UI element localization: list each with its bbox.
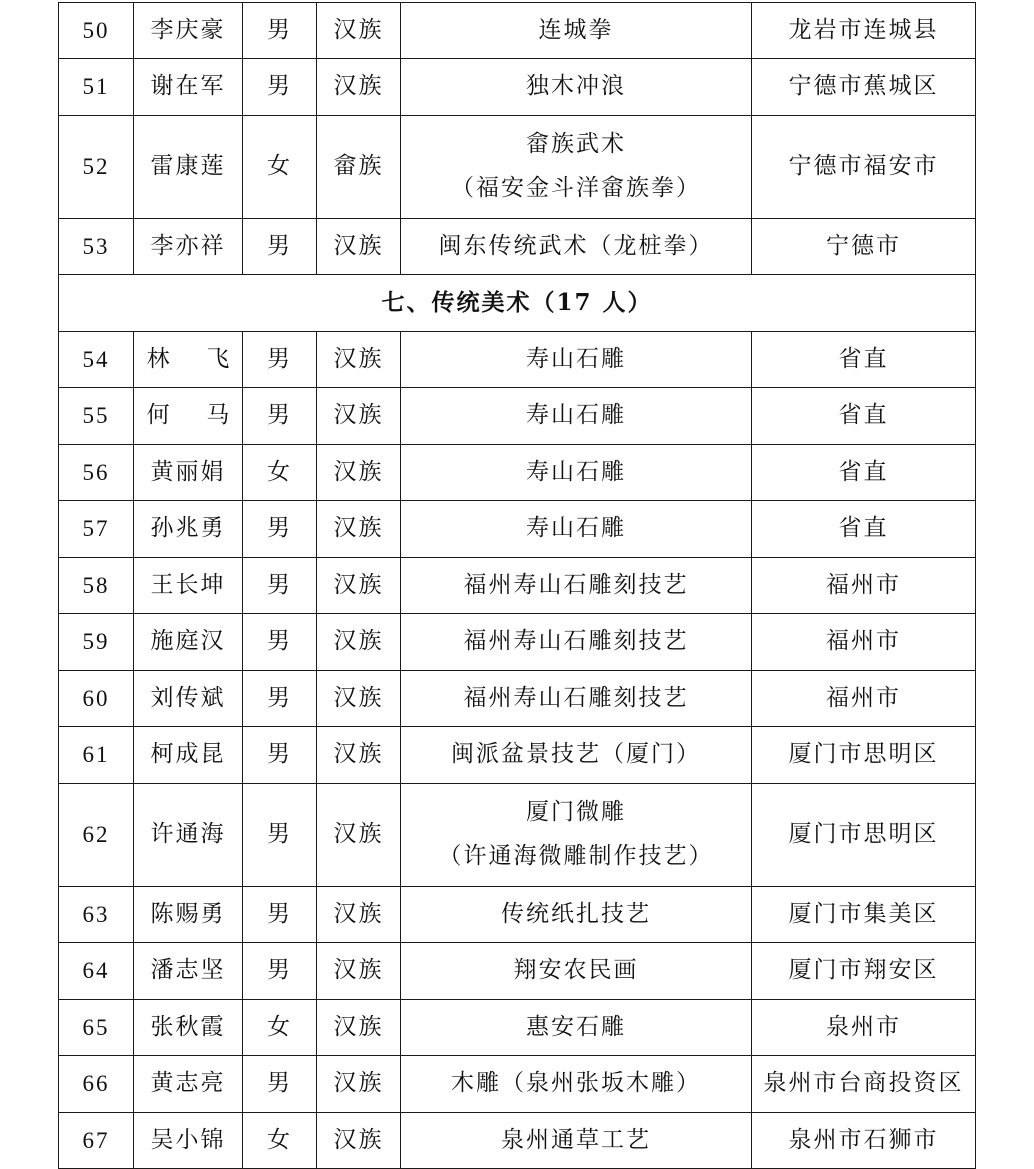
row-number: 62 xyxy=(59,784,134,887)
table-row xyxy=(59,1056,976,1113)
region-cell: 龙岩市连城县 xyxy=(752,3,976,59)
gender-cell: 女 xyxy=(243,1000,317,1056)
project-cell: 闽东传统武术（龙桩拳） xyxy=(401,219,752,275)
name-last-char: 马 xyxy=(206,402,230,429)
ethnicity-cell: 汉族 xyxy=(317,59,401,116)
table-row xyxy=(59,1000,976,1056)
person-name: 黄丽娟 xyxy=(134,445,243,501)
ethnicity-cell: 汉族 xyxy=(317,671,401,727)
row-number: 61 xyxy=(59,727,134,784)
project-cell: 惠安石雕 xyxy=(401,1000,752,1056)
table-row xyxy=(59,59,976,116)
person-name xyxy=(134,332,243,388)
person-name: 柯成昆 xyxy=(134,727,243,784)
row-number: 65 xyxy=(59,1000,134,1056)
row-number: 63 xyxy=(59,887,134,943)
project-line-1: 畲族武术 xyxy=(526,131,626,158)
gender-cell: 男 xyxy=(243,501,317,558)
row-number: 50 xyxy=(59,3,134,59)
project-cell: 泉州通草工艺 xyxy=(401,1113,752,1169)
region-cell: 福州市 xyxy=(752,614,976,671)
region-cell: 省直 xyxy=(752,445,976,501)
table-row xyxy=(59,943,976,1000)
person-name: 陈赐勇 xyxy=(134,887,243,943)
region-cell: 省直 xyxy=(752,501,976,558)
project-line-2: （许通海微雕制作技艺） xyxy=(438,843,714,869)
project-cell: 连城拳 xyxy=(401,3,752,59)
table-row xyxy=(59,3,976,59)
project-line-1: 厦门微雕 xyxy=(526,799,626,826)
row-number: 60 xyxy=(59,671,134,727)
ethnicity-cell: 汉族 xyxy=(317,445,401,501)
table-row xyxy=(59,332,976,388)
person-name: 王长坤 xyxy=(134,558,243,614)
row-number: 51 xyxy=(59,59,134,116)
gender-cell: 男 xyxy=(243,727,317,784)
ethnicity-cell: 汉族 xyxy=(317,501,401,558)
row-number: 52 xyxy=(59,116,134,219)
table-row xyxy=(59,388,976,445)
region-cell: 泉州市 xyxy=(752,1000,976,1056)
project-cell: 寿山石雕 xyxy=(401,388,752,445)
region-cell: 厦门市思明区 xyxy=(752,784,976,887)
region-cell: 厦门市集美区 xyxy=(752,887,976,943)
gender-cell: 男 xyxy=(243,558,317,614)
project-cell: 独木冲浪 xyxy=(401,59,752,116)
gender-cell: 男 xyxy=(243,614,317,671)
person-name: 施庭汉 xyxy=(134,614,243,671)
name-first-char: 林 xyxy=(146,345,170,372)
row-number: 67 xyxy=(59,1113,134,1169)
project-cell: 福州寿山石雕刻技艺 xyxy=(401,614,752,671)
person-name: 孙兆勇 xyxy=(134,501,243,558)
region-cell: 省直 xyxy=(752,332,976,388)
ethnicity-cell: 汉族 xyxy=(317,887,401,943)
gender-cell: 女 xyxy=(243,1113,317,1169)
region-cell: 泉州市台商投资区 xyxy=(752,1056,976,1113)
region-cell: 宁德市福安市 xyxy=(752,116,976,219)
ethnicity-cell: 汉族 xyxy=(317,784,401,887)
person-name: 谢在军 xyxy=(134,59,243,116)
gender-cell: 男 xyxy=(243,388,317,445)
section-row xyxy=(59,275,976,332)
inheritor-table xyxy=(58,2,976,1169)
project-cell xyxy=(401,784,752,887)
gender-cell: 男 xyxy=(243,887,317,943)
person-name: 黄志亮 xyxy=(134,1056,243,1113)
region-cell: 福州市 xyxy=(752,671,976,727)
project-line-2: （福安金斗洋畲族拳） xyxy=(451,175,701,201)
ethnicity-cell: 汉族 xyxy=(317,332,401,388)
project-cell: 福州寿山石雕刻技艺 xyxy=(401,671,752,727)
project-cell: 寿山石雕 xyxy=(401,332,752,388)
gender-cell: 女 xyxy=(243,116,317,219)
row-number: 53 xyxy=(59,219,134,275)
ethnicity-cell: 汉族 xyxy=(317,943,401,1000)
table-row xyxy=(59,784,976,887)
ethnicity-cell: 汉族 xyxy=(317,614,401,671)
person-name: 雷康莲 xyxy=(134,116,243,219)
project-cell: 福州寿山石雕刻技艺 xyxy=(401,558,752,614)
ethnicity-cell: 汉族 xyxy=(317,3,401,59)
person-name: 李庆豪 xyxy=(134,3,243,59)
name-first-char: 何 xyxy=(146,402,170,429)
gender-cell: 男 xyxy=(243,3,317,59)
gender-cell: 男 xyxy=(243,59,317,116)
region-cell: 宁德市 xyxy=(752,219,976,275)
table-row xyxy=(59,727,976,784)
table-row xyxy=(59,887,976,943)
gender-cell: 男 xyxy=(243,943,317,1000)
row-number: 55 xyxy=(59,388,134,445)
row-number: 57 xyxy=(59,501,134,558)
project-cell: 寿山石雕 xyxy=(401,445,752,501)
project-cell: 翔安农民画 xyxy=(401,943,752,1000)
table-row xyxy=(59,558,976,614)
gender-cell: 男 xyxy=(243,1056,317,1113)
person-name: 许通海 xyxy=(134,784,243,887)
project-cell: 传统纸扎技艺 xyxy=(401,887,752,943)
person-name: 潘志坚 xyxy=(134,943,243,1000)
region-cell: 宁德市蕉城区 xyxy=(752,59,976,116)
table-row xyxy=(59,501,976,558)
project-cell: 寿山石雕 xyxy=(401,501,752,558)
table-row xyxy=(59,614,976,671)
region-cell: 厦门市翔安区 xyxy=(752,943,976,1000)
row-number: 59 xyxy=(59,614,134,671)
region-cell: 福州市 xyxy=(752,558,976,614)
ethnicity-cell: 汉族 xyxy=(317,727,401,784)
table-row xyxy=(59,1113,976,1169)
table-row xyxy=(59,445,976,501)
person-name xyxy=(134,388,243,445)
row-number: 66 xyxy=(59,1056,134,1113)
project-cell: 木雕（泉州张坂木雕） xyxy=(401,1056,752,1113)
gender-cell: 男 xyxy=(243,784,317,887)
region-cell: 厦门市思明区 xyxy=(752,727,976,784)
project-cell xyxy=(401,116,752,219)
ethnicity-cell: 汉族 xyxy=(317,219,401,275)
row-number: 56 xyxy=(59,445,134,501)
ethnicity-cell: 汉族 xyxy=(317,388,401,445)
table-row xyxy=(59,671,976,727)
row-number: 58 xyxy=(59,558,134,614)
table-row xyxy=(59,219,976,275)
person-name: 张秋霞 xyxy=(134,1000,243,1056)
project-cell: 闽派盆景技艺（厦门） xyxy=(401,727,752,784)
gender-cell: 男 xyxy=(243,219,317,275)
gender-cell: 女 xyxy=(243,445,317,501)
table-row xyxy=(59,116,976,219)
person-name: 吴小锦 xyxy=(134,1113,243,1169)
ethnicity-cell: 汉族 xyxy=(317,558,401,614)
gender-cell: 男 xyxy=(243,332,317,388)
ethnicity-cell: 畲族 xyxy=(317,116,401,219)
gender-cell: 男 xyxy=(243,671,317,727)
row-number: 54 xyxy=(59,332,134,388)
ethnicity-cell: 汉族 xyxy=(317,1000,401,1056)
person-name: 刘传斌 xyxy=(134,671,243,727)
row-number: 64 xyxy=(59,943,134,1000)
person-name: 李亦祥 xyxy=(134,219,243,275)
region-cell: 泉州市石狮市 xyxy=(752,1113,976,1169)
ethnicity-cell: 汉族 xyxy=(317,1056,401,1113)
ethnicity-cell: 汉族 xyxy=(317,1113,401,1169)
region-cell: 省直 xyxy=(752,388,976,445)
name-last-char: 飞 xyxy=(206,345,230,372)
section-title: 七、传统美术（17 人） xyxy=(59,275,976,332)
